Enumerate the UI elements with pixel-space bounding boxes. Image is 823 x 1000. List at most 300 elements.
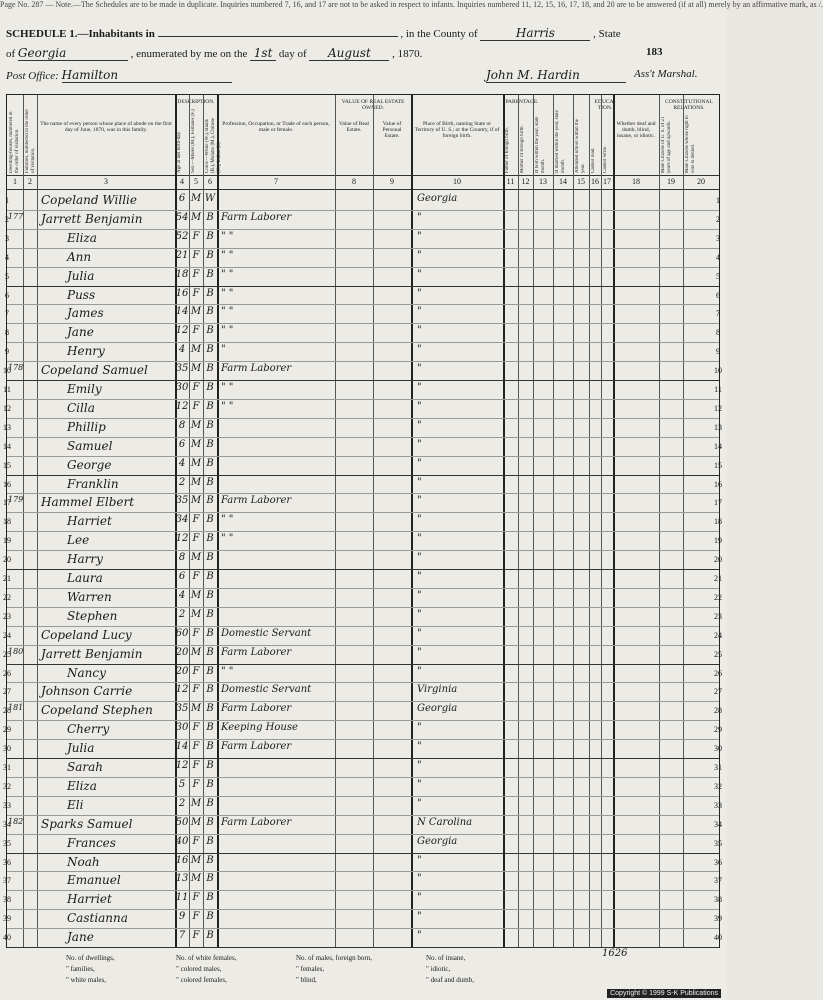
line-number-left: 32 — [3, 781, 11, 791]
page-number: 183 — [646, 46, 663, 58]
column-number-7: 7 — [274, 177, 278, 186]
birthplace: " — [417, 382, 422, 393]
line-number-left: 6 — [5, 290, 9, 300]
sex: F — [192, 741, 200, 753]
birthplace: " — [417, 287, 422, 299]
county-value: Harris — [480, 26, 590, 41]
birthplace: Georgia — [417, 703, 458, 715]
birthplace: " — [417, 325, 422, 337]
enumeration-line — [6, 46, 721, 61]
sex: F — [192, 400, 200, 412]
line-number-left: 19 — [3, 536, 11, 546]
sex: F — [192, 249, 200, 261]
occupation: Farm Laborer — [221, 703, 292, 715]
line-number-left: 4 — [5, 252, 9, 262]
person-name: Henry — [67, 344, 105, 359]
age: 50 — [175, 816, 189, 828]
occupation — [221, 193, 335, 211]
column-number-18: 18 — [632, 177, 640, 186]
line-number-right: 23 — [714, 611, 722, 621]
column-header-19: Male Citizens of U. S. of 21 years of age and upwards. — [661, 116, 672, 173]
sex: M — [190, 854, 202, 866]
sex: M — [190, 476, 202, 488]
person-name: Lee — [67, 533, 90, 548]
footer-families: " families, — [66, 965, 95, 973]
sex: M — [190, 211, 202, 223]
person-name: Frances — [67, 835, 116, 850]
line-number-left: 5 — [5, 271, 9, 281]
line-number-right: 34 — [714, 819, 722, 829]
column-number-10: 10 — [453, 177, 461, 186]
sex: M — [190, 457, 202, 469]
footer-stamp: 1626 — [602, 948, 628, 959]
line-number-left: 40 — [3, 933, 11, 943]
birthplace: " — [417, 854, 422, 866]
footer-females: " females, — [296, 965, 325, 973]
line-number-left: 29 — [3, 725, 11, 735]
sex: F — [192, 665, 200, 677]
color: B — [206, 363, 214, 375]
birthplace: " — [417, 249, 422, 261]
line-number-left: 3 — [5, 233, 9, 243]
line-number-left: 31 — [3, 763, 11, 772]
occupation — [221, 420, 335, 438]
table-row — [7, 531, 719, 550]
occupation: " " — [221, 230, 234, 242]
line-number-left: 33 — [3, 800, 11, 810]
birthplace: " — [417, 778, 422, 790]
group-value: VALUE OF REAL ESTATE OWNED. — [341, 99, 405, 111]
color: B — [206, 646, 214, 658]
table-row — [7, 210, 719, 229]
marshal-title: Ass't Marshal. — [634, 68, 698, 80]
column-header-5: Sex.—Males (M.), Females (F.) — [191, 109, 196, 173]
age: 12 — [175, 533, 189, 545]
birthplace: " — [417, 930, 422, 942]
post-office-line — [6, 68, 721, 83]
person-name: Johnson Carrie — [41, 684, 133, 699]
line-number-right: 37 — [714, 876, 722, 886]
age: 34 — [175, 514, 189, 526]
color: B — [206, 533, 214, 545]
age: 6 — [178, 438, 186, 450]
color: B — [206, 930, 214, 942]
age: 54 — [175, 211, 189, 223]
line-number-right: 9 — [716, 347, 720, 357]
age: 14 — [175, 306, 189, 318]
birthplace: Georgia — [417, 193, 458, 204]
line-number-left: 21 — [3, 574, 11, 583]
person-name: Jarrett Benjamin — [41, 211, 143, 226]
occupation: " " — [221, 400, 234, 412]
color: B — [206, 400, 214, 412]
line-number-right: 21 — [714, 574, 722, 583]
occupation: Domestic Servant — [221, 627, 312, 639]
column-number-8: 8 — [352, 177, 356, 186]
line-number-right: 40 — [714, 933, 722, 943]
occupation — [221, 571, 335, 589]
age: 12 — [175, 400, 189, 412]
column-number-6: 6 — [208, 177, 212, 186]
person-name: Hammel Elbert — [41, 495, 135, 510]
column-number-9: 9 — [390, 177, 394, 186]
occupation — [221, 930, 335, 948]
color: B — [206, 684, 214, 696]
age: 40 — [175, 835, 189, 847]
person-name: Warren — [67, 589, 112, 604]
table-row — [7, 342, 719, 361]
table-row — [7, 569, 719, 588]
color: B — [206, 608, 214, 620]
column-number-4: 4 — [180, 177, 184, 186]
sex: M — [190, 438, 202, 450]
table-row — [7, 191, 719, 210]
age: 18 — [175, 268, 189, 280]
table-row — [7, 796, 719, 815]
column-header-3: The name of every person whose place of abode on the first day of June, 1870, was in this family. — [40, 121, 172, 133]
table-row — [7, 380, 719, 399]
color: B — [206, 268, 214, 280]
column-header-7: Profession, Occupation, or Trade of each person, male or female. — [222, 121, 330, 133]
birthplace: " — [417, 552, 422, 564]
person-name: Harriet — [67, 892, 112, 907]
person-name: Jane — [67, 930, 94, 945]
table-row — [7, 607, 719, 626]
birthplace: Georgia — [417, 835, 458, 847]
column-header-20: Male Citizens whose right to vote is denied. — [685, 115, 696, 173]
dwelling-number: 179 — [8, 495, 24, 505]
birthplace: " — [417, 741, 422, 753]
column-header-17: Cannot write. — [603, 145, 608, 173]
line-number-right: 27 — [714, 687, 722, 697]
age: 13 — [175, 873, 189, 885]
age: 4 — [178, 344, 186, 356]
sex: F — [192, 268, 200, 280]
line-number-right: 8 — [716, 328, 720, 338]
occupation — [221, 590, 335, 608]
dwelling-number: 182 — [8, 816, 24, 826]
sex: F — [192, 684, 200, 696]
color: B — [206, 287, 214, 299]
birthplace: " — [417, 589, 422, 601]
occupation — [221, 873, 335, 891]
sex: M — [190, 589, 202, 601]
age: 52 — [175, 230, 189, 242]
birthplace: " — [417, 911, 422, 923]
age: 6 — [178, 571, 186, 582]
column-number-1: 1 — [13, 177, 17, 186]
person-name: Jane — [67, 325, 94, 340]
person-name: Emily — [67, 382, 102, 396]
column-header-9: Value of Personal Estate. — [382, 121, 402, 139]
sex: M — [190, 608, 202, 620]
sex: M — [190, 306, 202, 318]
line-number-left: 37 — [3, 876, 11, 886]
age: 7 — [178, 930, 186, 942]
birthplace: " — [417, 892, 422, 904]
occupation — [221, 477, 335, 495]
dwelling-number: 180 — [8, 646, 24, 656]
sex: M — [190, 646, 202, 658]
occupation — [221, 892, 335, 910]
sex: F — [192, 760, 200, 771]
sex: F — [192, 230, 200, 242]
marshal-signature: John M. Hardin — [486, 68, 626, 83]
sex: F — [192, 911, 200, 923]
column-header-18: Whether deaf and dumb, blind, insane, or idiotic. — [616, 121, 656, 139]
occupation — [221, 798, 335, 816]
occupation: " " — [221, 306, 234, 318]
occupation: " " — [221, 325, 234, 337]
age: 2 — [178, 476, 186, 488]
footer-deaf: " deaf and dumb, — [426, 976, 474, 984]
color: B — [206, 325, 214, 337]
birthplace: " — [417, 495, 422, 507]
person-name: Julia — [67, 741, 95, 756]
person-name: Emanuel — [67, 873, 121, 888]
occupation: " " — [221, 382, 234, 393]
footer-dwellings: No. of dwellings, — [66, 954, 115, 962]
color: B — [206, 514, 214, 526]
occupation: Farm Laborer — [221, 741, 292, 753]
line-number-right: 35 — [714, 838, 722, 848]
birthplace: " — [417, 306, 422, 318]
sex: M — [190, 816, 202, 828]
column-number-3: 3 — [104, 177, 108, 186]
line-number-right: 11 — [714, 385, 722, 394]
person-name: Sarah — [67, 760, 103, 774]
occupation: " " — [221, 533, 234, 545]
line-number-left: 13 — [3, 422, 11, 432]
age: 35 — [175, 703, 189, 715]
line-number-right: 38 — [714, 895, 722, 905]
line-number-left: 27 — [3, 687, 11, 697]
occupation — [221, 552, 335, 570]
line-number-right: 25 — [714, 649, 722, 659]
table-row — [7, 286, 719, 305]
sex: F — [192, 835, 200, 847]
birthplace: " — [417, 363, 422, 375]
age: 16 — [175, 854, 189, 866]
group-constitutional: CONSTITUTIONAL RELATIONS. — [665, 99, 713, 111]
sex: F — [192, 533, 200, 545]
birthplace: " — [417, 514, 422, 526]
sex: M — [190, 873, 202, 885]
occupation — [221, 911, 335, 929]
color: W — [204, 193, 216, 204]
line-number-left: 14 — [3, 441, 11, 451]
table-row — [7, 229, 719, 248]
table-row — [7, 739, 719, 758]
line-number-left: 26 — [3, 668, 11, 678]
occupation: Farm Laborer — [221, 363, 292, 375]
column-header-12: Mother of foreign birth. — [520, 125, 525, 173]
birthplace: " — [417, 230, 422, 242]
person-name: Harry — [67, 552, 103, 567]
person-name: Julia — [67, 268, 95, 283]
color: B — [206, 741, 214, 753]
month-value: August — [309, 46, 389, 61]
occupation: " " — [221, 514, 234, 526]
line-number-right: 20 — [714, 555, 722, 565]
sex: F — [192, 382, 200, 393]
person-name: Eliza — [67, 230, 97, 245]
table-row — [7, 361, 719, 380]
county-label: , in the County of — [400, 28, 478, 40]
line-number-left: 10 — [3, 366, 11, 376]
schedule-title: SCHEDULE 1.—Inhabitants in — [6, 28, 155, 40]
birthplace: " — [417, 665, 422, 677]
line-number-right: 6 — [716, 290, 720, 300]
table-row — [7, 304, 719, 323]
post-office-value: Hamilton — [62, 68, 232, 83]
color: B — [206, 665, 214, 677]
person-name: Eli — [67, 797, 84, 812]
line-number-left: 1 — [5, 196, 9, 205]
age: 14 — [175, 741, 189, 753]
line-number-right: 14 — [714, 441, 722, 451]
age: 8 — [178, 552, 186, 564]
color: B — [206, 797, 214, 809]
age: 30 — [175, 722, 189, 734]
line-number-left: 23 — [3, 611, 11, 621]
line-number-left: 11 — [3, 385, 11, 394]
color: B — [206, 438, 214, 450]
footer-blind: " blind, — [296, 976, 317, 984]
table-row — [7, 418, 719, 437]
line-number-left: 16 — [3, 479, 11, 489]
person-name: Noah — [67, 854, 100, 869]
occupation — [221, 439, 335, 457]
table-row — [7, 248, 719, 267]
age: 9 — [178, 911, 186, 923]
line-number-right: 22 — [714, 592, 722, 602]
column-number-13: 13 — [539, 177, 547, 186]
table-row — [7, 550, 719, 569]
person-name: Stephen — [67, 608, 118, 623]
line-number-left: 36 — [3, 857, 11, 867]
birthplace: " — [417, 873, 422, 885]
table-row — [7, 626, 719, 645]
line-number-right: 3 — [716, 233, 720, 243]
table-row — [7, 512, 719, 531]
line-number-right: 16 — [714, 479, 722, 489]
table-row — [7, 437, 719, 456]
line-number-right: 2 — [716, 214, 720, 224]
birthplace: " — [417, 211, 422, 223]
age: 11 — [175, 892, 189, 904]
birthplace: " — [417, 344, 422, 356]
birthplace: " — [417, 476, 422, 488]
line-number-right: 12 — [714, 403, 722, 413]
column-header-4: Age at last birth-day. — [177, 131, 182, 173]
line-number-left: 30 — [3, 744, 11, 754]
day-value: 1st — [250, 46, 276, 61]
table-row — [7, 475, 719, 494]
copyright-notice: Copyright © 1999 S-K Publications — [607, 989, 721, 998]
of-label: of — [6, 48, 16, 60]
line-number-left: 18 — [3, 517, 11, 527]
township-blank — [158, 36, 398, 37]
color: B — [206, 816, 214, 828]
sex: F — [192, 287, 200, 299]
table-row — [7, 493, 719, 512]
person-name: Copeland Samuel — [41, 363, 148, 378]
line-number-right: 1 — [716, 196, 720, 205]
table-row — [7, 834, 719, 853]
occupation — [221, 760, 335, 778]
year-label: , 1870. — [392, 48, 423, 60]
column-number-12: 12 — [521, 177, 530, 186]
birthplace: " — [417, 438, 422, 450]
summary-footer — [6, 948, 718, 988]
table-row — [7, 323, 719, 342]
color: B — [206, 911, 214, 923]
birthplace: " — [417, 608, 422, 620]
age: 60 — [175, 627, 189, 639]
table-row — [7, 909, 719, 928]
person-name: Copeland Stephen — [41, 703, 153, 718]
footer-insane: No. of insane, — [426, 954, 466, 962]
age: 20 — [175, 665, 189, 677]
sex: M — [190, 419, 202, 431]
column-number-15: 15 — [577, 177, 585, 186]
birthplace: " — [417, 760, 422, 771]
column-header-14: If married within the year, state month. — [555, 110, 566, 173]
line-number-left: 9 — [5, 347, 9, 357]
table-row — [7, 853, 719, 872]
column-number-17: 17 — [603, 177, 611, 186]
post-office-label: Post Office: — [6, 70, 59, 82]
column-number-14: 14 — [559, 177, 567, 186]
age: 12 — [175, 325, 189, 337]
color: B — [206, 230, 214, 242]
sex: M — [190, 344, 202, 356]
occupation: Keeping House — [221, 722, 298, 734]
occupation — [221, 836, 335, 854]
line-number-right: 15 — [714, 460, 722, 470]
column-header-1: Dwelling-houses, numbered in the order of visitation. — [9, 111, 20, 173]
color: B — [206, 873, 214, 885]
line-number-left: 20 — [3, 555, 11, 565]
occupation: Farm Laborer — [221, 646, 292, 658]
person-name: James — [67, 306, 104, 321]
column-number-11: 11 — [506, 177, 515, 186]
age: 5 — [178, 778, 186, 790]
footer-colored-females: " colored females, — [176, 976, 227, 984]
line-number-right: 17 — [714, 498, 722, 508]
table-row — [7, 701, 719, 720]
table-row — [7, 645, 719, 664]
age: 12 — [175, 684, 189, 696]
color: B — [206, 571, 214, 582]
birthplace: " — [417, 797, 422, 809]
column-number-16: 16 — [591, 177, 599, 186]
color: B — [206, 457, 214, 469]
color: B — [206, 344, 214, 356]
group-parentage: PARENTAGE. — [505, 99, 539, 105]
day-label: day of — [278, 48, 307, 60]
person-name: Jarrett Benjamin — [41, 646, 143, 661]
person-name: Samuel — [67, 438, 113, 453]
birthplace: N Carolina — [417, 816, 473, 828]
line-number-right: 19 — [714, 536, 722, 546]
line-number-right: 4 — [716, 252, 720, 262]
line-number-right: 36 — [714, 857, 722, 867]
person-name: Puss — [67, 287, 96, 302]
age: 30 — [175, 382, 189, 393]
person-name: Copeland Lucy — [41, 627, 132, 642]
